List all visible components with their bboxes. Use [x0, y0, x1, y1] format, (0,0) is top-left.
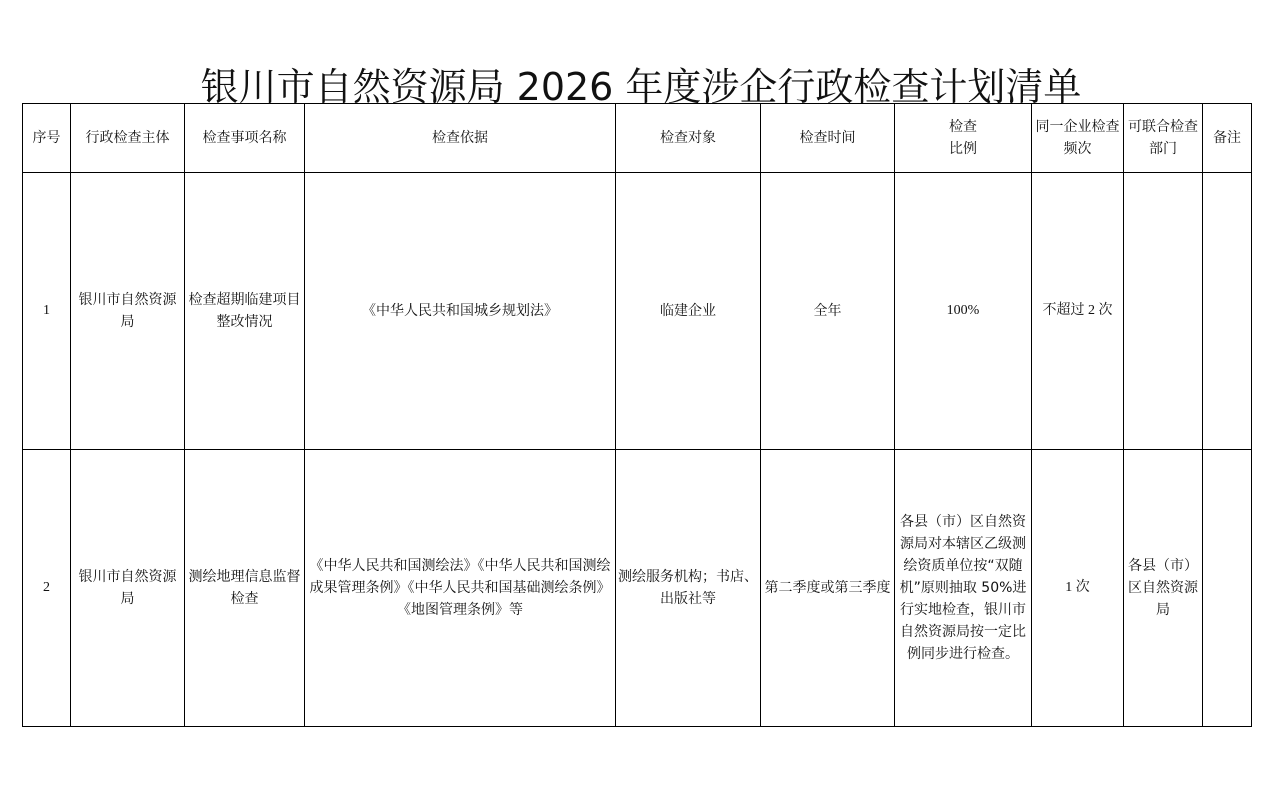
cell-frequency: 不超过 2 次 — [1032, 173, 1124, 450]
page-title: 银川市自然资源局 2026 年度涉企行政检查计划清单 — [200, 65, 1082, 110]
table-header-row — [23, 104, 1252, 173]
inspection-plan-table — [22, 103, 1252, 727]
cell-target: 临建企业 — [616, 173, 761, 450]
header-cell-frequency: 同一企业检查频次 — [1032, 104, 1124, 173]
cell-time: 第二季度或第三季度 — [761, 450, 895, 727]
cell-time: 全年 — [761, 173, 895, 450]
header-cell-joint: 可联合检查部门 — [1124, 104, 1203, 173]
cell-basis: 《中华人民共和国测绘法》《中华人民共和国测绘成果管理条例》《中华人民共和国基础测绘条例》《地图管理条例》等 — [305, 450, 616, 727]
cell-item: 检查超期临建项目整改情况 — [185, 173, 305, 450]
cell-target: 测绘服务机构；书店、出版社等 — [616, 450, 761, 727]
cell-subject: 银川市自然资源局 — [71, 173, 185, 450]
table-row — [23, 173, 1252, 450]
cell-no: 1 — [23, 173, 71, 450]
header-cell-time: 检查时间 — [761, 104, 895, 173]
header-cell-basis: 检查依据 — [305, 104, 616, 173]
header-cell-subject: 行政检查主体 — [71, 104, 185, 173]
cell-item: 测绘地理信息监督检查 — [185, 450, 305, 727]
cell-remark — [1203, 450, 1252, 727]
header-cell-target: 检查对象 — [616, 104, 761, 173]
header-cell-no: 序号 — [23, 104, 71, 173]
header-cell-remark: 备注 — [1203, 104, 1252, 173]
cell-frequency: 1 次 — [1032, 450, 1124, 727]
cell-joint — [1124, 173, 1203, 450]
cell-ratio: 各县（市）区自然资源局对本辖区乙级测绘资质单位按“双随机”原则抽取 50%进行实地检查，银川市自然资源局按一定比例同步进行检查。 — [895, 450, 1032, 727]
cell-no: 2 — [23, 450, 71, 727]
cell-subject: 银川市自然资源局 — [71, 450, 185, 727]
header-cell-ratio: 检查 比例 — [895, 104, 1032, 173]
cell-ratio: 100% — [895, 173, 1032, 450]
table-row — [23, 450, 1252, 727]
cell-remark — [1203, 173, 1252, 450]
cell-basis: 《中华人民共和国城乡规划法》 — [305, 173, 616, 450]
header-cell-item: 检查事项名称 — [185, 104, 305, 173]
cell-joint: 各县（市）区自然资源局 — [1124, 450, 1203, 727]
